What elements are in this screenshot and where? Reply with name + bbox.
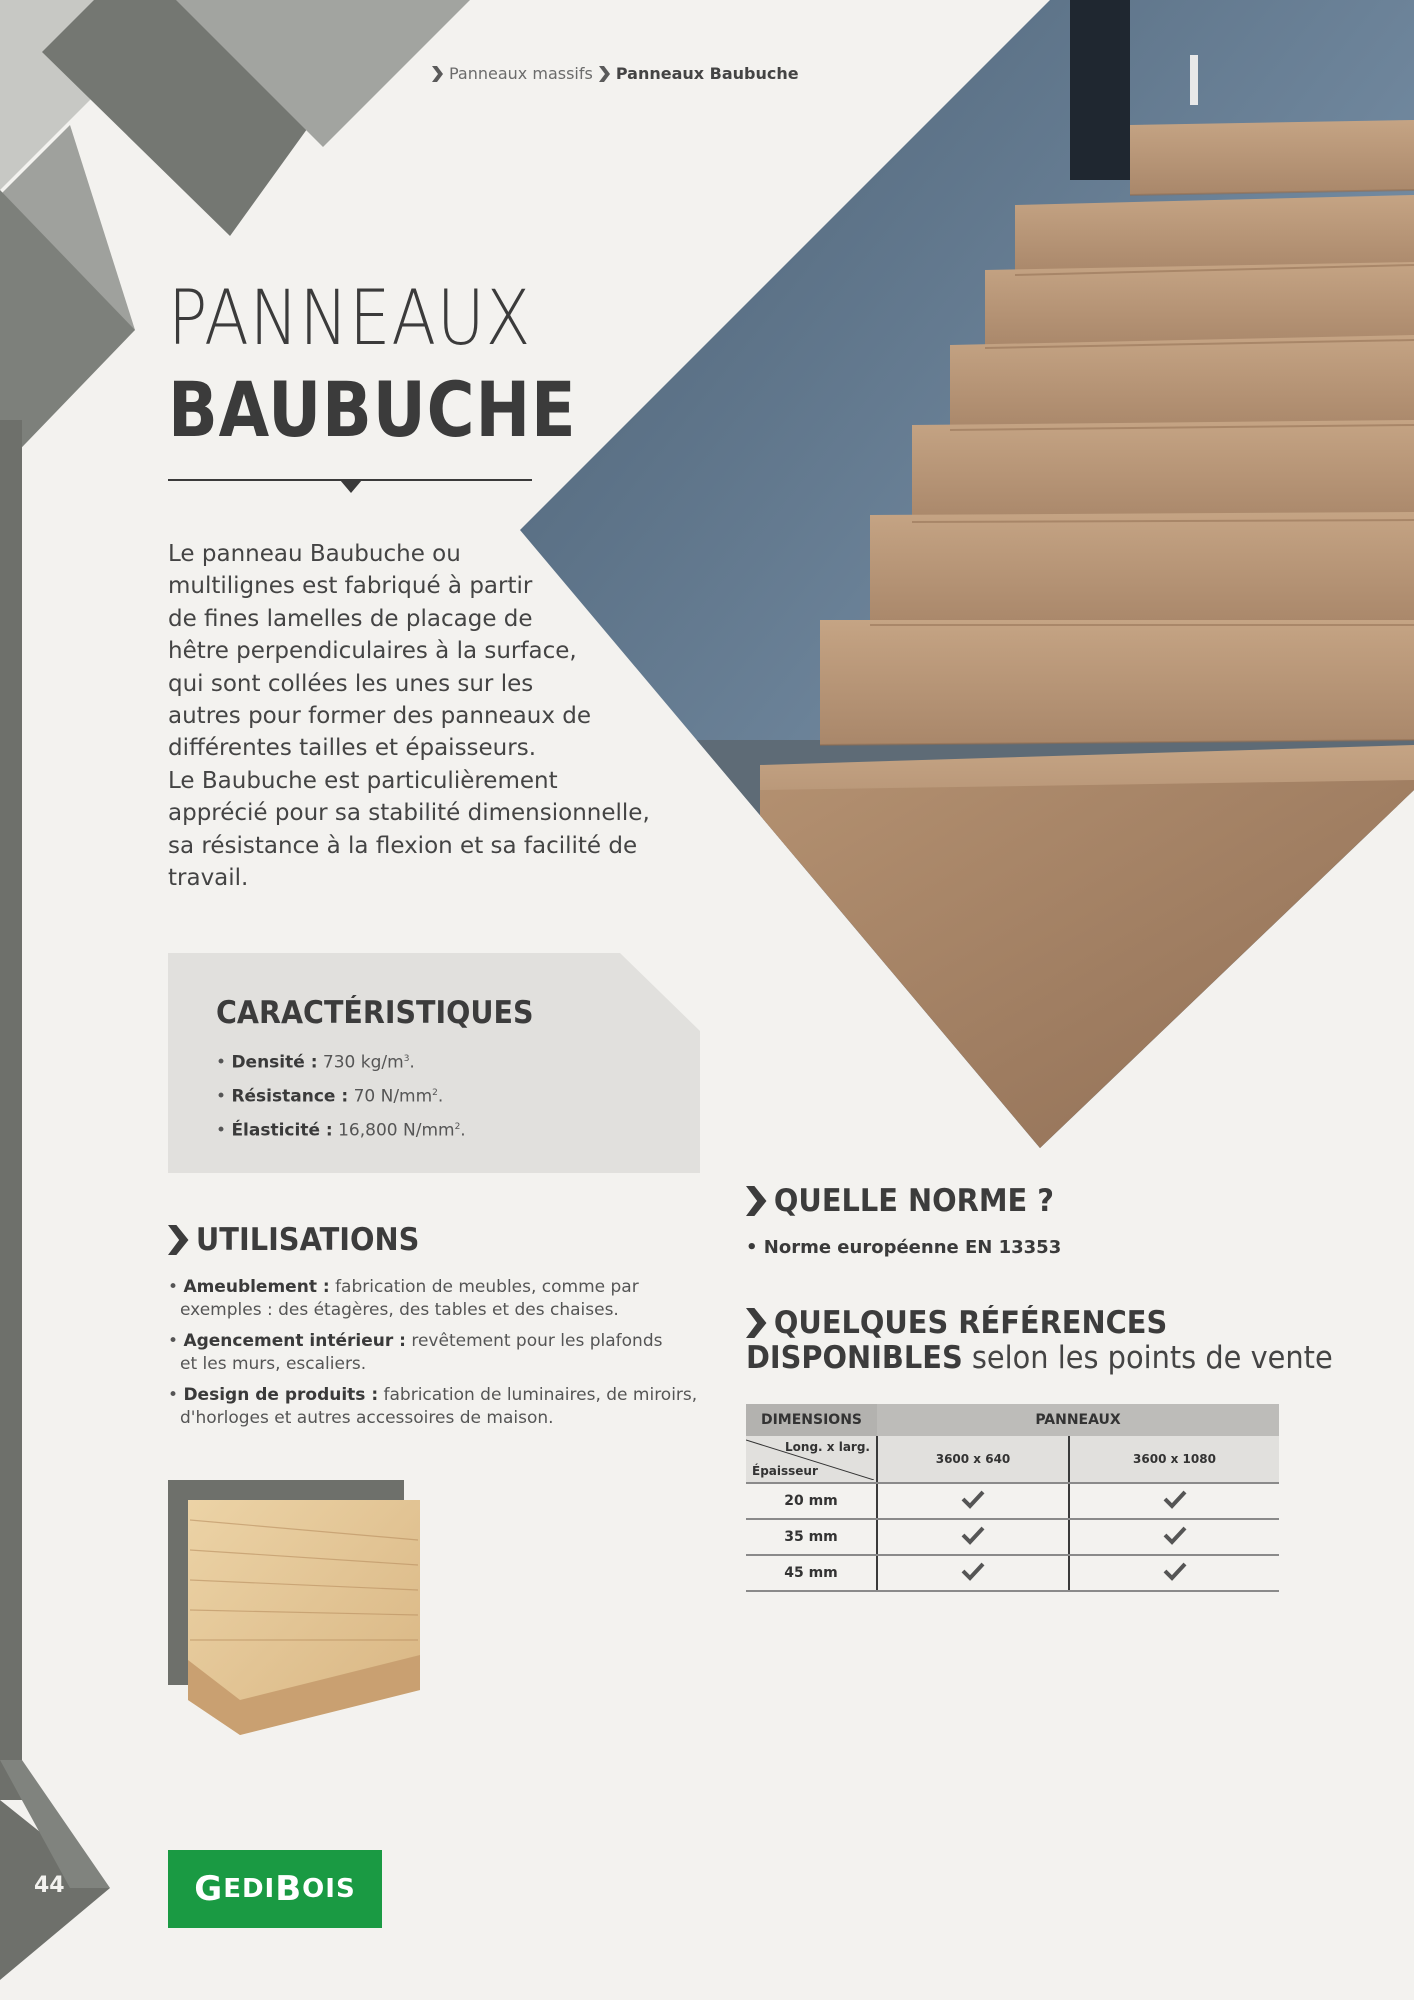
chevron-right-icon (432, 66, 443, 82)
table-header-row (746, 1404, 1279, 1436)
availability-cell (1069, 1483, 1279, 1519)
header-dimensions: DIMENSIONS (746, 1404, 877, 1436)
availability-cell (877, 1483, 1069, 1519)
table-row (746, 1555, 1279, 1591)
title-divider-arrow (340, 480, 362, 493)
chevron-right-icon (746, 1186, 766, 1216)
check-icon (1162, 1525, 1188, 1545)
size-header: 3600 x 640 (877, 1436, 1069, 1483)
table-row (746, 1519, 1279, 1555)
list-item: • Design de produits : fabrication de luminaires, de miroirs, d'horloges et autres accessoires de maison. (168, 1385, 698, 1428)
characteristics-list (216, 1044, 466, 1146)
availability-cell (1069, 1519, 1279, 1555)
list-item: • Densité : 730 $kg/m^3$. (216, 1052, 415, 1073)
left-band (0, 420, 22, 1800)
table-row (746, 1483, 1279, 1519)
breadcrumb-parent[interactable]: Panneaux massifs (449, 64, 593, 83)
intro-paragraph: Le panneau Baubuche ou multilignes est fabriqué à partir de fines lamelles de placage de hêtre perpendiculaires à la surface, qui sont collées les unes sur les autres pour former des panneaux de différentes tailles et épaisseurs. Le Baubuche est particulièrement apprécié pour sa stabilité dimensionnelle, sa résistance à la flexion et sa facilité de travail. (168, 541, 650, 892)
references-heading: QUELQUES RÉFÉRENCES (746, 1305, 1167, 1341)
page-title-line1: PANNEAUX (168, 273, 532, 362)
check-icon (960, 1489, 986, 1509)
availability-cell (877, 1555, 1069, 1591)
availability-cell (1069, 1555, 1279, 1591)
norme-heading: QUELLE NORME ? (746, 1183, 1054, 1219)
references-table (746, 1404, 1279, 1592)
check-icon (960, 1561, 986, 1581)
chevron-right-icon (599, 66, 610, 82)
characteristics-title: CARACTÉRISTIQUES (216, 995, 534, 1031)
thickness-cell: 35 mm (746, 1519, 877, 1555)
check-icon (960, 1525, 986, 1545)
list-item: • Ameublement : fabrication de meubles, comme par exemples : des étagères, des tables et des chaises. (168, 1277, 639, 1320)
list-item: • Agencement intérieur : revêtement pour les plafonds et les murs, escaliers. (168, 1331, 663, 1374)
page-title-line2: BAUBUCHE (168, 365, 577, 454)
chevron-right-icon (168, 1225, 188, 1255)
availability-cell (877, 1519, 1069, 1555)
wood-panel-photo (188, 1500, 420, 1735)
breadcrumb (432, 64, 799, 83)
list-item: • Résistance : 70 $N/mm^2$. (216, 1086, 444, 1107)
header-panneaux: PANNEAUX (877, 1404, 1279, 1436)
chevron-right-icon (746, 1308, 766, 1338)
thickness-cell: 45 mm (746, 1555, 877, 1591)
check-icon (1162, 1489, 1188, 1509)
norme-item: • Norme européenne EN 13353 (746, 1237, 1062, 1258)
utilisations-heading: UTILISATIONS (168, 1222, 419, 1258)
page-number: 44 (34, 1873, 65, 1898)
size-header: 3600 x 1080 (1069, 1436, 1279, 1483)
list-item: • Élasticité : 16,800 $N/mm^2$. (216, 1120, 466, 1141)
breadcrumb-current: Panneaux Baubuche (615, 64, 799, 83)
gedibois-logo: G EDI B OIS (168, 1850, 382, 1928)
references-subheading: DISPONIBLES selon les points de vente (746, 1340, 1333, 1376)
utilisations-list (168, 1276, 708, 1438)
thickness-cell: 20 mm (746, 1483, 877, 1519)
check-icon (1162, 1561, 1188, 1581)
table-subheader-row (746, 1436, 1279, 1483)
diagonal-header-cell: Long. x larg. Épaisseur (746, 1436, 877, 1483)
